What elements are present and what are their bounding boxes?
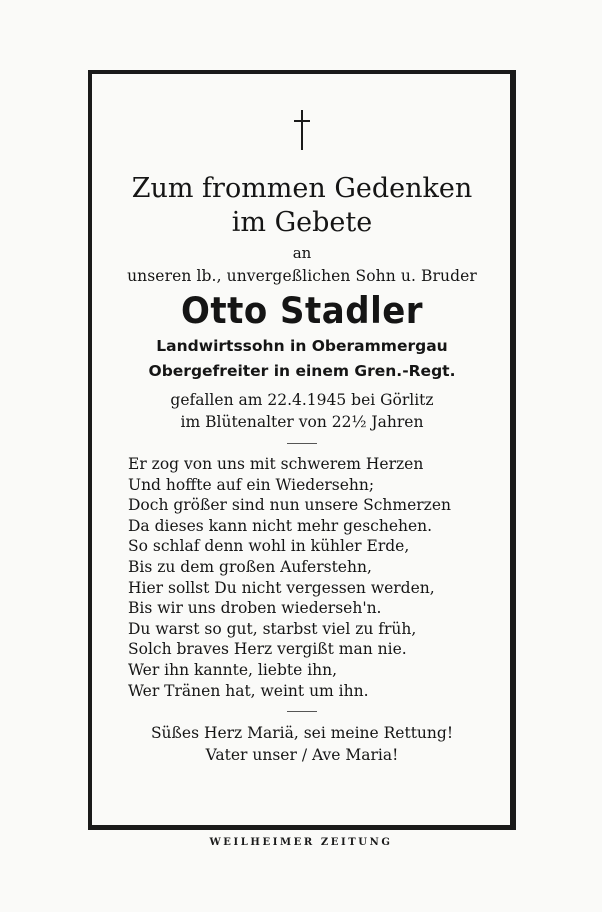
poem <box>108 454 496 701</box>
poem-line: Wer ihn kannte, liebte ihn, <box>128 660 338 679</box>
poem-line: Hier sollst Du nicht vergessen werden, <box>128 578 435 597</box>
closing-prayer-line-2: Vater unser / Ave Maria! <box>205 746 399 765</box>
poem-line: Solch braves Herz vergißt man nie. <box>128 640 407 659</box>
poem-line: Und hoffte auf ein Wiedersehn; <box>128 475 375 494</box>
poem-line: Doch größer sind nun unsere Schmerzen <box>128 496 451 515</box>
printer-imprint: WEILHEIMER ZEITUNG <box>209 837 393 848</box>
frame-border-right <box>510 70 516 830</box>
heading-line-2: im Gebete <box>231 207 373 238</box>
memorial-card-content <box>108 110 496 766</box>
poem-line: Bis wir uns droben wiederseh'n. <box>128 599 382 618</box>
frame-border-bottom <box>88 825 516 830</box>
connector-text: an <box>292 244 312 262</box>
poem-line: Wer Tränen hat, weint um ihn. <box>128 681 369 700</box>
poem-line: Er zog von uns mit schwerem Herzen <box>128 455 424 473</box>
frame-border-top <box>88 70 516 74</box>
heading-line-1: Zum frommen Gedenken <box>131 173 473 204</box>
poem-line: So schlaf denn wohl in kühler Erde, <box>128 537 410 556</box>
frame-border-left <box>88 70 92 830</box>
age-text: im Blütenalter von 22½ Jahren <box>180 413 424 431</box>
poem-line: Du warst so gut, starbst viel zu früh, <box>128 619 417 638</box>
death-date-text: gefallen am 22.4.1945 bei Görlitz <box>170 391 434 409</box>
subtitle-rank: Obergefreiter in einem Gren.-Regt. <box>148 362 456 380</box>
closing-prayer-line-1: Süßes Herz Mariä, sei meine Rettung! <box>150 724 454 743</box>
deceased-name: Otto Stadler <box>180 289 424 333</box>
cross-icon <box>292 110 312 150</box>
divider <box>287 443 317 444</box>
poem-line: Da dieses kann nicht mehr geschehen. <box>128 516 433 535</box>
subtitle-occupation: Landwirtssohn in Oberammergau <box>156 337 448 355</box>
relation-text: unseren lb., unvergeßlichen Sohn u. Bruder <box>127 267 477 285</box>
memorial-card-frame <box>88 70 516 830</box>
poem-line: Bis zu dem großen Auferstehn, <box>128 557 372 576</box>
divider <box>287 711 317 712</box>
